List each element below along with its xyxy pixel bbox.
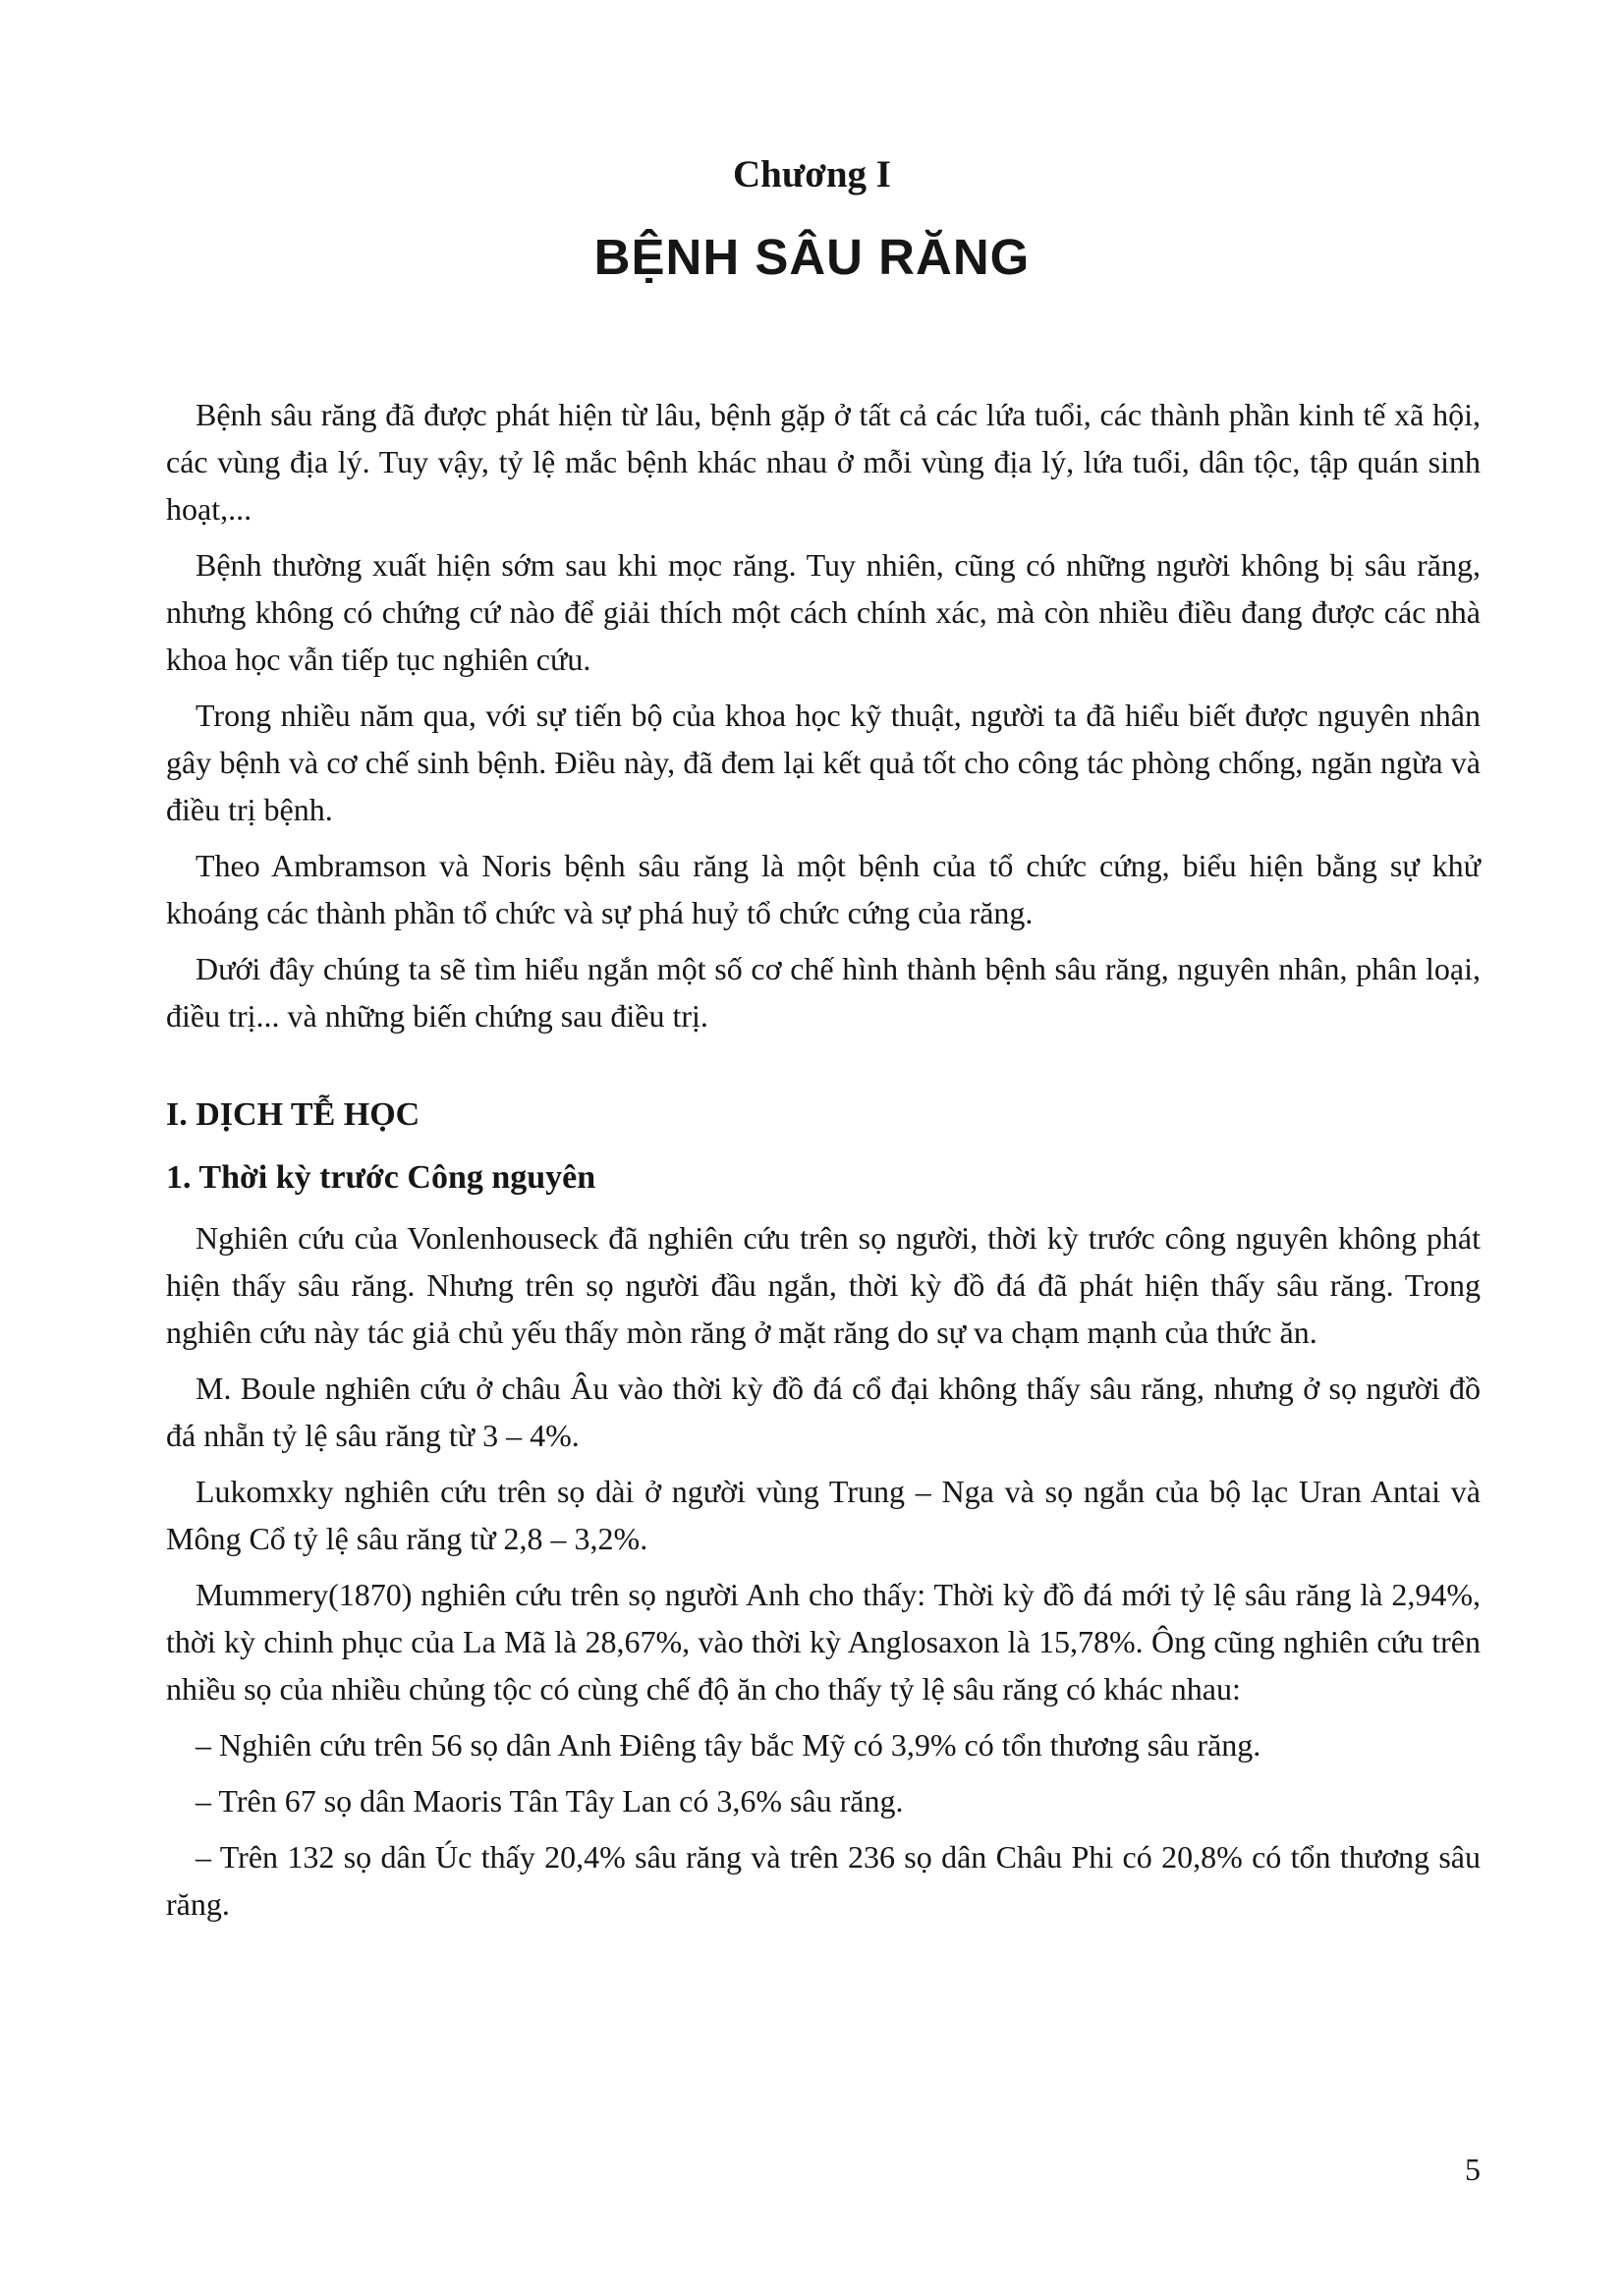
paragraph-boule: M. Boule nghiên cứu ở châu Âu vào thời kỳ đồ đá cổ đại không thấy sâu răng, nhưng ở sọ người đồ đá nhẵn tỷ lệ sâu răng từ 3 – 4%. (166, 1371, 1481, 1453)
paragraph-intro-1: Bệnh sâu răng đã được phát hiện từ lâu, bệnh gặp ở tất cả các lứa tuổi, các thành phần kinh tế xã hội, các vùng địa lý. Tuy vậy, tỷ lệ mắc bệnh khác nhau ở mỗi vùng địa lý, lứa tuổi, dân tộc, tập quán sinh hoạt,... (166, 397, 1481, 527)
paragraph-intro-3: Trong nhiều năm qua, với sự tiến bộ của khoa học kỹ thuật, người ta đã hiểu biết được nguyên nhân gây bệnh và cơ chế sinh bệnh. Điều này, đã đem lại kết quả tốt cho công tác phòng chống, ngăn ngừa và điều trị bệnh. (166, 698, 1481, 827)
list-item-australia-africa: – Trên 132 sọ dân Úc thấy 20,4% sâu răng và trên 236 sọ dân Châu Phi có 20,8% có tổn thương sâu răng. (166, 1839, 1481, 1922)
paragraph-intro-2: Bệnh thường xuất hiện sớm sau khi mọc răng. Tuy nhiên, cũng có những người không bị sâu răng, nhưng không có chứng cứ nào để giải thích một cách chính xác, mà còn nhiều điều đang được các nhà khoa học vẫn tiếp tục nghiên cứu. (166, 547, 1481, 677)
page-body (166, 391, 1481, 1936)
chapter-title: BỆNH SÂU RĂNG (593, 229, 1031, 285)
paragraph-mummery: Mummery(1870) nghiên cứu trên sọ người Anh cho thấy: Thời kỳ đồ đá mới tỷ lệ sâu răng là 2,94%, thời kỳ chinh phục của La Mã là 28,67%, vào thời kỳ Anglosaxon là 15,78%. Ông cũng nghiên cứu trên nhiều sọ của nhiều chủng tộc có cùng chế độ ăn cho thấy tỷ lệ sâu răng có khác nhau: (166, 1577, 1481, 1707)
subsection-heading-before-common-era: 1. Thời kỳ trước Công nguyên (166, 1159, 596, 1196)
list-item-maoris: – Trên 67 sọ dân Maoris Tân Tây Lan có 3,6% sâu răng. (196, 1783, 904, 1819)
list-item-american-indian: – Nghiên cứu trên 56 sọ dân Anh Điêng tây bắc Mỹ có 3,9% có tổn thương sâu răng. (196, 1727, 1261, 1763)
section-heading-epidemiology: I. DỊCH TỄ HỌC (166, 1096, 420, 1133)
paragraph-lukomxky: Lukomxky nghiên cứu trên sọ dài ở người vùng Trung – Nga và sọ ngắn của bộ lạc Uran Antai và Mông Cổ tỷ lệ sâu răng từ 2,8 – 3,2%. (166, 1474, 1481, 1556)
page-number: 5 (1465, 2152, 1481, 2187)
paragraph-intro-4: Theo Ambramson và Noris bệnh sâu răng là một bệnh của tổ chức cứng, biểu hiện bằng sự khử khoáng các thành phần tổ chức và sự phá huỷ tổ chức cứng của răng. (166, 848, 1481, 930)
paragraph-intro-5: Dưới đây chúng ta sẽ tìm hiểu ngắn một số cơ chế hình thành bệnh sâu răng, nguyên nhân, phân loại, điều trị... và những biến chứng sau điều trị. (166, 951, 1481, 1034)
chapter-label: Chương I (733, 153, 891, 196)
paragraph-vonlenhouseck: Nghiên cứu của Vonlenhouseck đã nghiên cứu trên sọ người, thời kỳ trước công nguyên không phát hiện thấy sâu răng. Nhưng trên sọ người đầu ngắn, thời kỳ đồ đá đã phát hiện thấy sâu răng. Trong nghiên cứu này tác giả chủ yếu thấy mòn răng ở mặt răng do sự va chạm mạnh của thức ăn. (166, 1220, 1481, 1350)
